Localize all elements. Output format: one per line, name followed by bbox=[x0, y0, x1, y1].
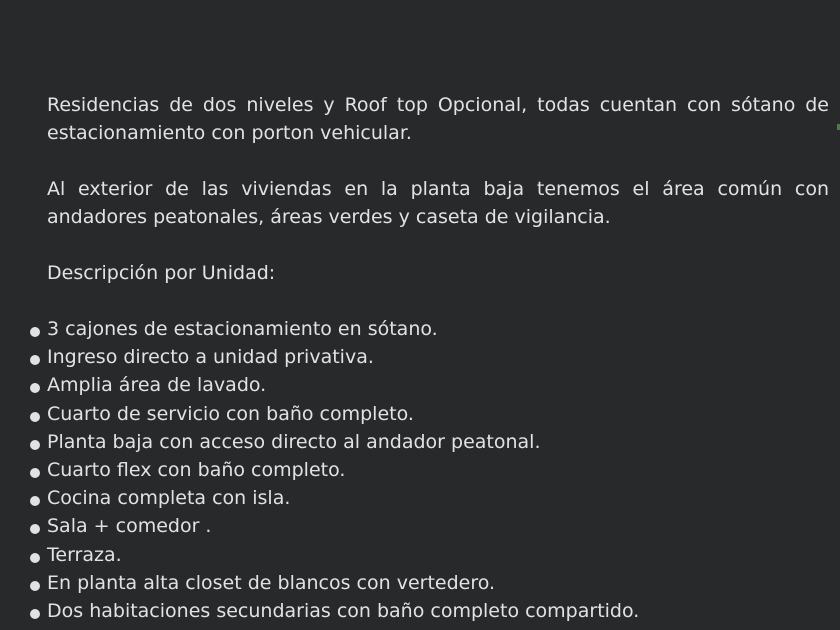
list-item bbox=[47, 541, 829, 569]
unit-features-list bbox=[47, 315, 829, 625]
list-item bbox=[47, 512, 829, 540]
bullet-icon bbox=[30, 355, 40, 365]
list-item-text: Sala + comedor . bbox=[47, 515, 212, 538]
list-item-text: Cocina completa con isla. bbox=[47, 487, 291, 510]
list-item bbox=[47, 484, 829, 512]
intro-paragraph-2: Al exterior de las viviendas en la planta baja tenemos el área común con andadores peatonales, áreas verdes y caseta de vigilancia. bbox=[47, 178, 829, 228]
list-item-text: Planta baja con acceso directo al andador peatonal. bbox=[47, 430, 541, 453]
bullet-icon bbox=[30, 383, 40, 393]
list-item bbox=[47, 343, 829, 371]
list-item-text: Cuarto flex con baño completo. bbox=[47, 459, 346, 482]
bullet-icon bbox=[30, 412, 40, 422]
list-item bbox=[47, 569, 829, 597]
bullet-icon bbox=[30, 581, 40, 591]
list-item bbox=[47, 400, 829, 428]
intro-paragraph-1: Residencias de dos niveles y Roof top Opcional, todas cuentan con sótano de estacionamiento con porton vehicular. bbox=[47, 94, 829, 144]
list-item-text: Dos habitaciones secundarias con baño completo compartido. bbox=[47, 600, 640, 623]
bullet-icon bbox=[30, 440, 40, 450]
list-item bbox=[47, 597, 829, 625]
list-item bbox=[47, 428, 829, 456]
list-item-text: En planta alta closet de blancos con vertedero. bbox=[47, 571, 496, 594]
bullet-icon bbox=[30, 468, 40, 478]
list-item-text: Cuarto de servicio con baño completo. bbox=[47, 402, 414, 425]
list-item-text: Ingreso directo a unidad privativa. bbox=[47, 346, 374, 369]
bullet-icon bbox=[30, 609, 40, 619]
list-item bbox=[47, 315, 829, 343]
bullet-icon bbox=[30, 496, 40, 506]
list-item bbox=[47, 456, 829, 484]
document-body bbox=[47, 91, 829, 625]
list-item-text: 3 cajones de estacionamiento en sótano. bbox=[47, 318, 438, 340]
bullet-icon bbox=[30, 553, 40, 563]
bullet-icon bbox=[30, 524, 40, 534]
list-item-text: Terraza. bbox=[47, 543, 122, 566]
list-item bbox=[47, 371, 829, 399]
bullet-icon bbox=[30, 327, 40, 337]
description-title: Descripción por Unidad: bbox=[47, 262, 276, 284]
list-item-text: Amplia área de lavado. bbox=[47, 374, 267, 397]
